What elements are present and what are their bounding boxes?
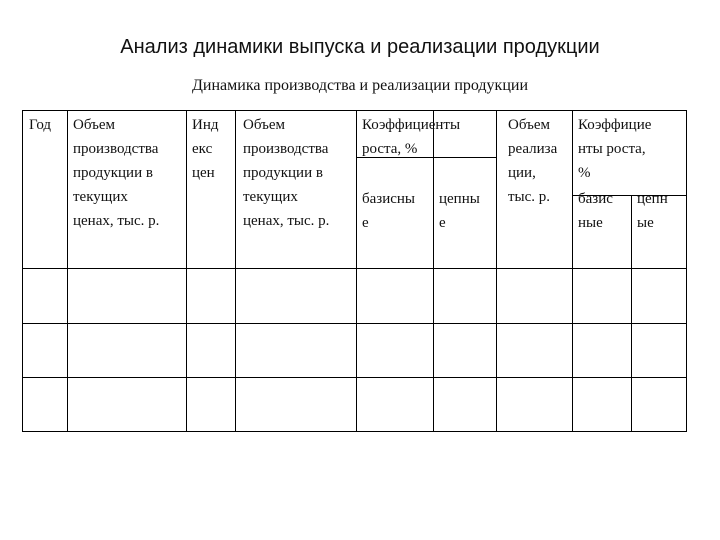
header-growth-coefficients-sales: Коэффицие нты роста, % [578, 117, 652, 181]
row-divider [23, 268, 686, 269]
header-volume-current-prices: Объем производства продукции в текущих ценах, тыс. р. [73, 117, 160, 229]
header-volume-comparable: Объем производства продукции в текущих ценах, тыс. р. [243, 117, 330, 229]
col-divider [67, 111, 68, 431]
col-divider [186, 111, 187, 431]
production-sales-table [22, 110, 687, 432]
header-year: Год [29, 117, 52, 133]
col-divider [496, 111, 497, 431]
header-basic-production: базисны е [362, 191, 416, 231]
col-divider [235, 111, 236, 431]
header-basic-sales: базис ные [578, 191, 613, 231]
header-growth-coefficients-production: Коэффициенты роста, % [362, 117, 461, 157]
header-chain-production: цепны е [439, 191, 480, 231]
slide-title: Анализ динамики выпуска и реализации продукции [120, 36, 600, 58]
col-divider [572, 111, 573, 431]
table-caption: Динамика производства и реализации продукции [191, 77, 529, 94]
row-divider [23, 377, 686, 378]
col-divider [631, 195, 632, 431]
header-sales-volume: Объем реализа ции, тыс. р. [508, 117, 558, 205]
header-price-index: Инд екс цен [192, 117, 219, 181]
col-divider [356, 111, 357, 431]
header-chain-sales: цепн ые [637, 191, 668, 231]
row-divider [23, 323, 686, 324]
